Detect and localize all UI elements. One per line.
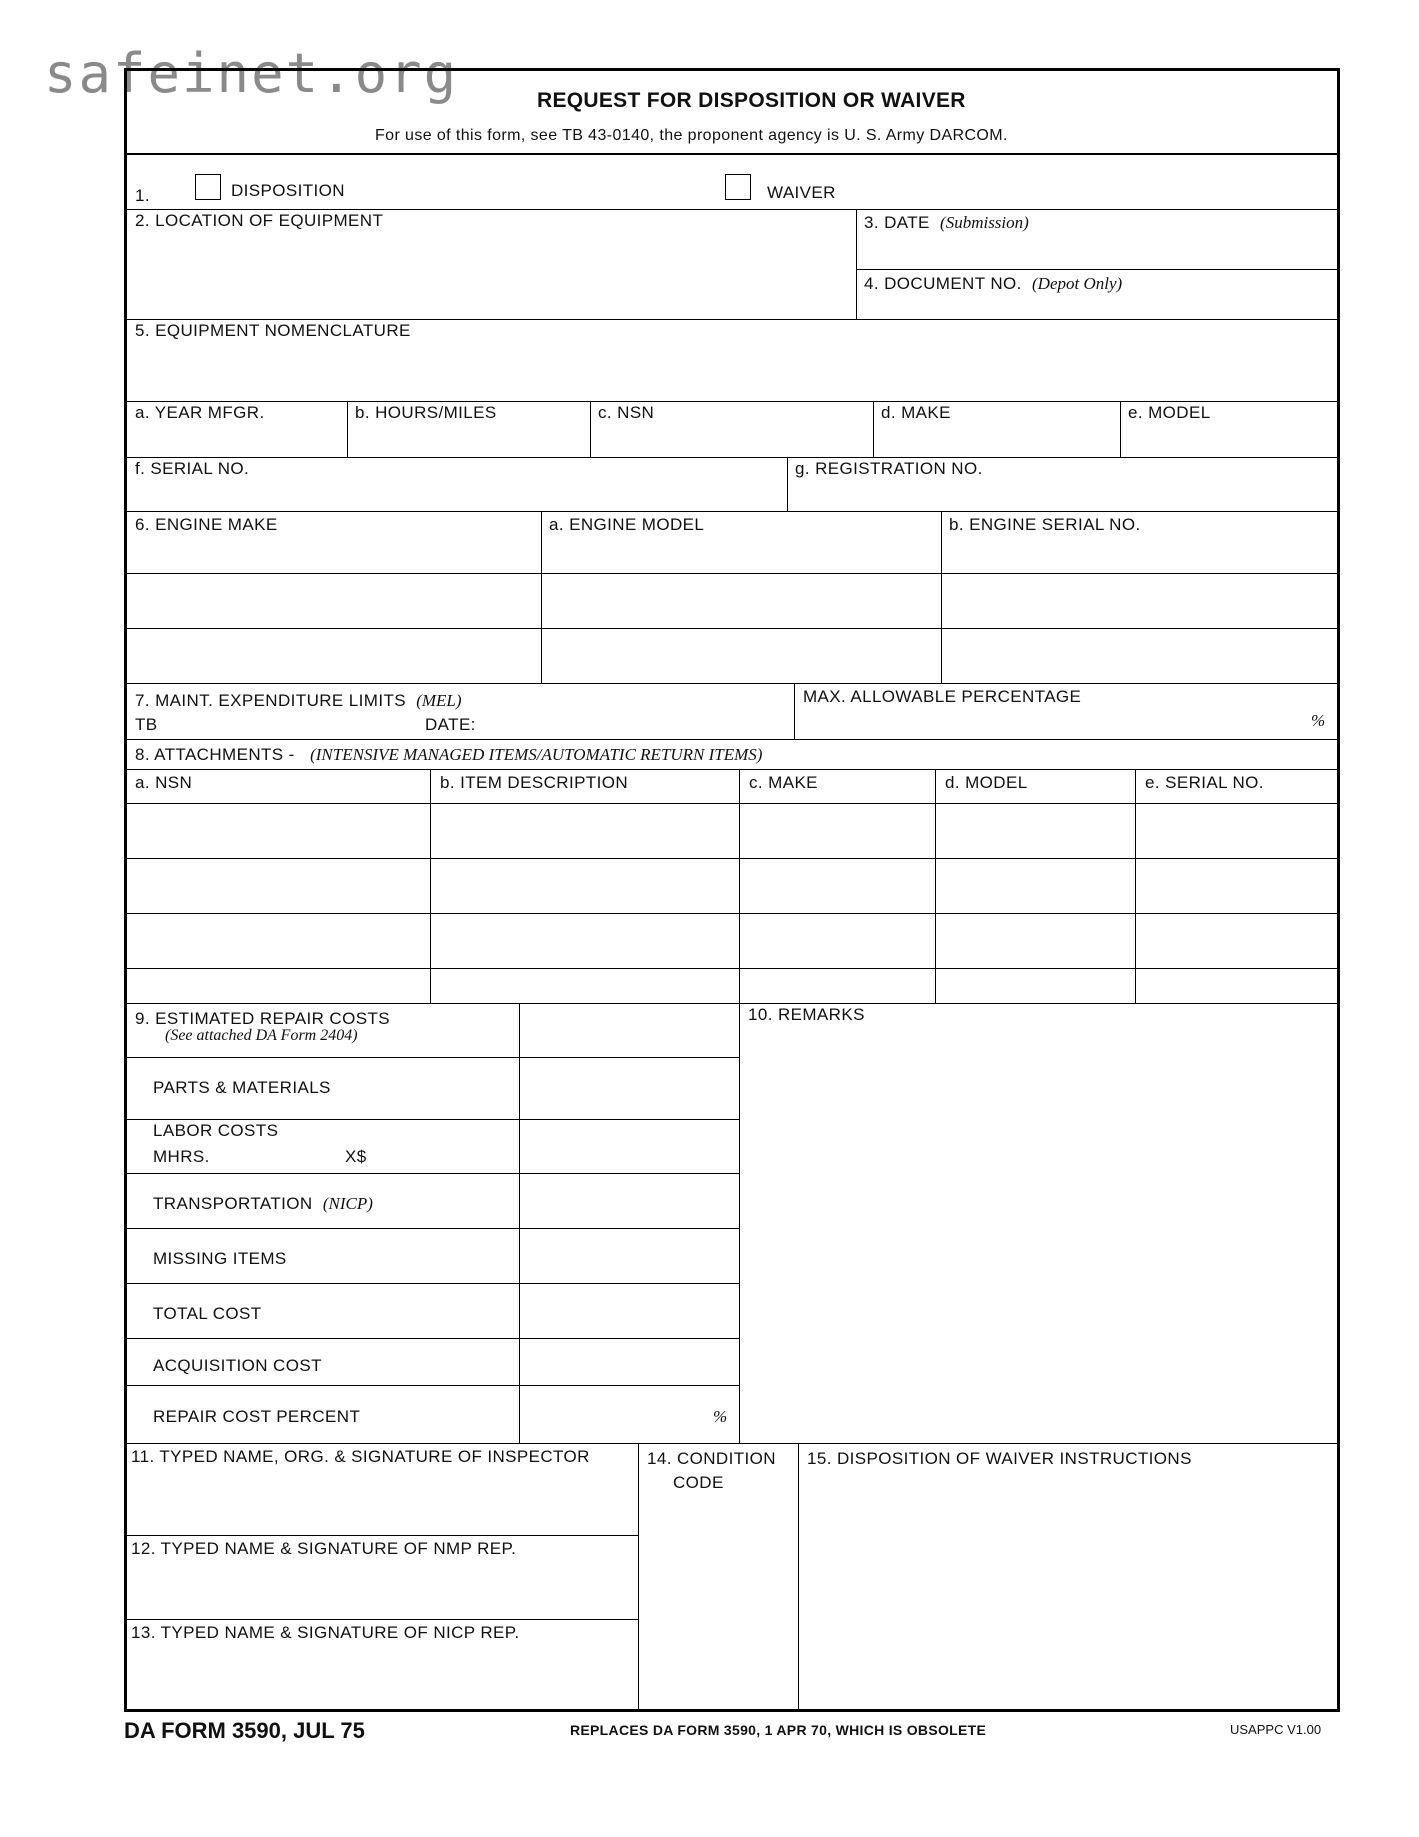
acquisition-cost-field[interactable] — [521, 1340, 737, 1383]
waiver-label: WAIVER — [767, 183, 836, 202]
registration-no-field[interactable] — [789, 479, 1335, 509]
document-no-label: 4. DOCUMENT NO. (Depot Only) — [864, 274, 1123, 293]
attachments-col-nsn: a. NSN — [135, 773, 193, 792]
date-submission-field[interactable] — [859, 236, 1335, 264]
engine-serial-field-1[interactable] — [943, 537, 1335, 571]
engine-make-field-3[interactable] — [129, 630, 539, 681]
mel-label: 7. MAINT. EXPENDITURE LIMITS (MEL) — [135, 691, 462, 710]
estimated-repair-costs-label: 9. ESTIMATED REPAIR COSTS — [135, 1009, 390, 1028]
repair-cost-percent-label: REPAIR COST PERCENT — [153, 1407, 361, 1426]
form-subtitle: For use of this form, see TB 43-0140, the proponent agency is U. S. Army DARCOM. — [375, 127, 1008, 144]
labor-rate-field[interactable] — [377, 1143, 517, 1169]
condition-code-label-line1: 14. CONDITION — [647, 1449, 776, 1468]
parts-materials-label: PARTS & MATERIALS — [153, 1078, 331, 1097]
condition-code-field[interactable] — [640, 1501, 796, 1709]
version-label: USAPPC V1.00 — [1230, 1722, 1322, 1737]
hours-miles-label: b. HOURS/MILES — [355, 403, 497, 422]
item1-number: 1. — [135, 186, 150, 205]
make-label: d. MAKE — [881, 403, 951, 422]
missing-items-field[interactable] — [521, 1230, 737, 1281]
attachments-col-make: c. MAKE — [749, 773, 818, 792]
equipment-nomenclature-field[interactable] — [129, 343, 1335, 395]
mhrs-label: MHRS. — [153, 1147, 210, 1166]
repair-cost-percent-sign: % — [713, 1407, 728, 1426]
parts-materials-field[interactable] — [521, 1059, 737, 1117]
tb-label: TB — [135, 715, 158, 734]
model-label: e. MODEL — [1128, 403, 1211, 422]
document-no-field[interactable] — [859, 293, 1335, 317]
engine-make-label: 6. ENGINE MAKE — [135, 515, 278, 534]
inspector-signature-field[interactable] — [129, 1471, 636, 1531]
engine-serial-field-2[interactable] — [943, 575, 1335, 626]
disposition-label: DISPOSITION — [231, 181, 345, 200]
replaces-notice: REPLACES DA FORM 3590, 1 APR 70, WHICH IS OBSOLETE — [570, 1722, 987, 1738]
remarks-field[interactable] — [743, 1029, 1335, 1441]
attachments-row[interactable] — [129, 915, 1335, 966]
equipment-nomenclature-label: 5. EQUIPMENT NOMENCLATURE — [135, 321, 411, 340]
form-number: DA FORM 3590, JUL 75 — [124, 1718, 365, 1743]
waiver-checkbox[interactable] — [725, 174, 751, 200]
registration-no-label: g. REGISTRATION NO. — [795, 459, 983, 478]
year-mfgr-label: a. YEAR MFGR. — [135, 403, 265, 422]
mhrs-field[interactable] — [207, 1143, 337, 1169]
mel-date-label: DATE: — [425, 715, 476, 734]
max-allowable-percentage-label: MAX. ALLOWABLE PERCENTAGE — [803, 687, 1082, 706]
x-dollar-label: X$ — [345, 1147, 367, 1166]
disposition-waiver-instructions-field[interactable] — [800, 1473, 1335, 1709]
estimated-repair-cost-field[interactable] — [521, 1005, 737, 1055]
location-of-equipment-field[interactable] — [129, 236, 853, 304]
disposition-waiver-instructions-label: 15. DISPOSITION OF WAIVER INSTRUCTIONS — [807, 1449, 1192, 1468]
mel-date-field[interactable] — [475, 711, 791, 735]
engine-make-field-2[interactable] — [129, 575, 539, 626]
transportation-label: TRANSPORTATION (NICP) — [153, 1194, 373, 1213]
condition-code-label-line2: CODE — [673, 1473, 724, 1492]
engine-make-field-1[interactable] — [129, 537, 539, 571]
max-allowable-percentage-field[interactable] — [797, 707, 1303, 735]
engine-model-field-2[interactable] — [543, 575, 939, 626]
model-field[interactable] — [1122, 423, 1335, 455]
nicp-rep-signature-field[interactable] — [129, 1647, 636, 1709]
da-form-3590 — [124, 68, 1340, 1712]
attachments-label: 8. ATTACHMENTS - (INTENSIVE MANAGED ITEMS/AUTOMATIC RETURN ITEMS) — [135, 745, 763, 764]
estimated-repair-costs-note: (See attached DA Form 2404) — [165, 1027, 358, 1044]
labor-costs-label: LABOR COSTS — [153, 1121, 279, 1140]
form-title: REQUEST FOR DISPOSITION OR WAIVER — [537, 89, 966, 112]
nicp-rep-signature-label: 13. TYPED NAME & SIGNATURE OF NICP REP. — [131, 1623, 520, 1642]
remarks-label: 10. REMARKS — [748, 1005, 865, 1024]
labor-costs-field[interactable] — [521, 1121, 737, 1171]
acquisition-cost-label: ACQUISITION COST — [153, 1356, 322, 1375]
nmp-rep-signature-label: 12. TYPED NAME & SIGNATURE OF NMP REP. — [131, 1539, 517, 1558]
engine-model-field-1[interactable] — [543, 537, 939, 571]
location-of-equipment-label: 2. LOCATION OF EQUIPMENT — [135, 211, 384, 230]
repair-cost-percent-field[interactable] — [521, 1387, 707, 1441]
attachments-col-item-description: b. ITEM DESCRIPTION — [440, 773, 629, 792]
serial-no-field[interactable] — [129, 479, 785, 509]
attachments-col-serial-no: e. SERIAL NO. — [1145, 773, 1264, 792]
date-label: 3. DATE (Submission) — [864, 213, 1029, 232]
inspector-signature-label: 11. TYPED NAME, ORG. & SIGNATURE OF INSPECTOR — [131, 1447, 590, 1466]
watermark: safeinet.org — [44, 42, 459, 105]
hours-miles-field[interactable] — [349, 423, 588, 455]
max-percent-sign: % — [1311, 711, 1326, 730]
nsn-field[interactable] — [592, 423, 871, 455]
total-cost-label: TOTAL COST — [153, 1304, 262, 1323]
nmp-rep-signature-field[interactable] — [129, 1563, 636, 1617]
nsn-label: c. NSN — [598, 403, 655, 422]
engine-model-label: a. ENGINE MODEL — [549, 515, 705, 534]
attachments-col-model: d. MODEL — [945, 773, 1028, 792]
serial-no-label: f. SERIAL NO. — [135, 459, 250, 478]
engine-serial-field-3[interactable] — [943, 630, 1335, 681]
disposition-checkbox[interactable] — [195, 174, 221, 200]
missing-items-label: MISSING ITEMS — [153, 1249, 287, 1268]
engine-model-field-3[interactable] — [543, 630, 939, 681]
attachments-row[interactable] — [129, 970, 1335, 1001]
attachments-row[interactable] — [129, 805, 1335, 856]
tb-field[interactable] — [157, 711, 417, 735]
make-field[interactable] — [875, 423, 1118, 455]
engine-serial-no-label: b. ENGINE SERIAL NO. — [949, 515, 1141, 534]
attachments-row[interactable] — [129, 860, 1335, 911]
transportation-field[interactable] — [521, 1175, 737, 1226]
total-cost-field[interactable] — [521, 1285, 737, 1336]
year-mfgr-field[interactable] — [129, 423, 345, 455]
